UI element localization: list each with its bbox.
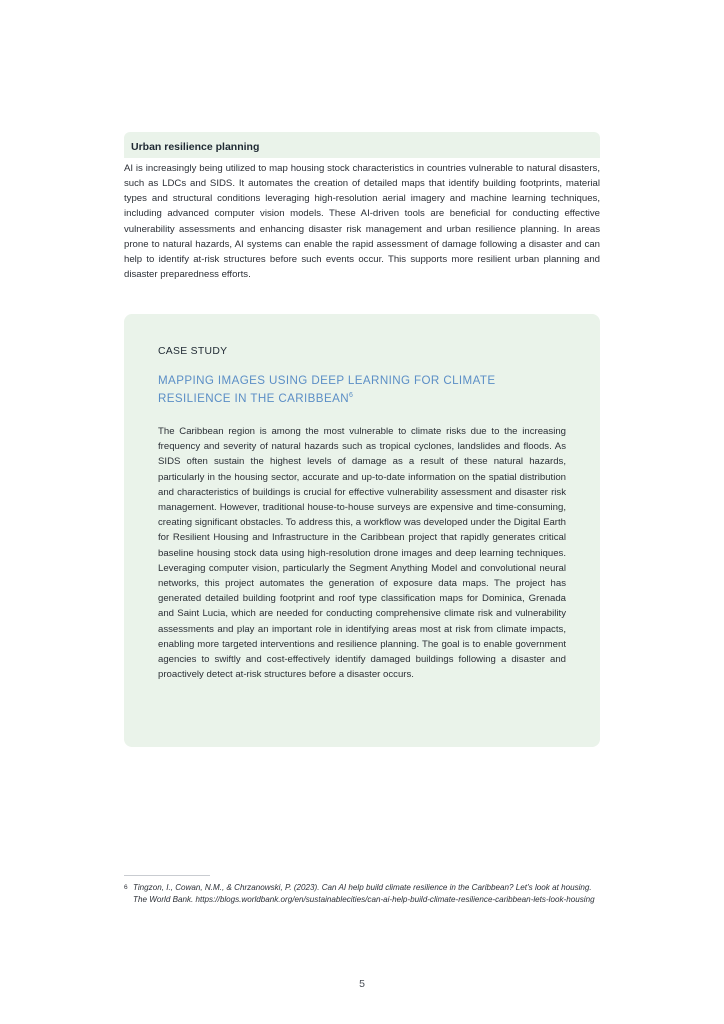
case-study-label: CASE STUDY <box>158 346 228 357</box>
footnote-text[interactable]: Tingzon, I., Cowan, N.M., & Chrzanowski, P. (2023). Can AI help build climate resilience in the Caribbean? Let’s look at housing. The World Bank. https://blogs.worldbank.org/en/sustainablecities/can-ai-help-build-climate-resilience-caribbean-lets-look-housing <box>133 883 595 904</box>
case-study-title <box>158 372 538 408</box>
case-study-title-text: MAPPING IMAGES USING DEEP LEARNING FOR CLIMATE RESILIENCE IN THE CARIBBEAN <box>158 374 496 405</box>
section-body-text: AI is increasingly being utilized to map housing stock characteristics in countries vulnerable to natural disasters, such as LDCs and SIDS. It automates the creation of detailed maps that identify building footprints, material types and structural conditions leveraging high-resolution aerial imagery and machine learning techniques, including advanced computer vision models. These AI-driven tools are beneficial for conducting effective vulnerability assessments and enhancing disaster risk management and urban resilience planning. In areas prone to natural hazards, AI systems can enable the rapid assessment of damage following a disaster and can help to identify at-risk structures before such events occur. This supports more resilient urban planning and disaster preparedness efforts. <box>124 163 600 281</box>
footnote-number: 6 <box>124 884 128 891</box>
section-heading-bar <box>124 132 600 158</box>
footnote <box>124 882 596 905</box>
footnote-divider <box>124 875 210 876</box>
case-study-box <box>124 314 600 747</box>
page-number: 5 <box>359 978 365 990</box>
case-study-body-text: The Caribbean region is among the most vulnerable to climate risks due to the increasing frequency and severity of natural hazards such as tropical cyclones, landslides and floods. As SIDS often sustain the highest levels of damage as a result of these natural hazards, particularly in the housing sector, accurate and up-to-date information on the spatial distribution and characteristics of buildings is crucial for effective vulnerability assessment and disaster risk management. However, traditional house-to-house surveys are expensive and time-consuming, creating significant obstacles. To address this, a workflow was developed under the Digital Earth for Resilient Housing and Infrastructure in the Caribbean project that rapidly generates critical baseline housing stock data using high-resolution drone images and deep learning techniques. Leveraging computer vision, particularly the Segment Anything Model and convolutional neural networks, this project automates the generation of exposure data maps. The project has generated detailed building footprint and roof type classification maps for Dominica, Grenada and Saint Lucia, which are needed for conducting comprehensive climate risk and vulnerability assessments and play an important role in identifying areas most at risk from climate impacts, enabling more targeted interventions and resilience planning. The goal is to enable government agencies to swiftly and cost-effectively identify damaged buildings following a disaster and proactively detect at-risk structures before a disaster occurs. <box>158 426 566 681</box>
section-heading: Urban resilience planning <box>131 141 260 153</box>
footnote-reference[interactable]: 6 <box>348 392 354 400</box>
